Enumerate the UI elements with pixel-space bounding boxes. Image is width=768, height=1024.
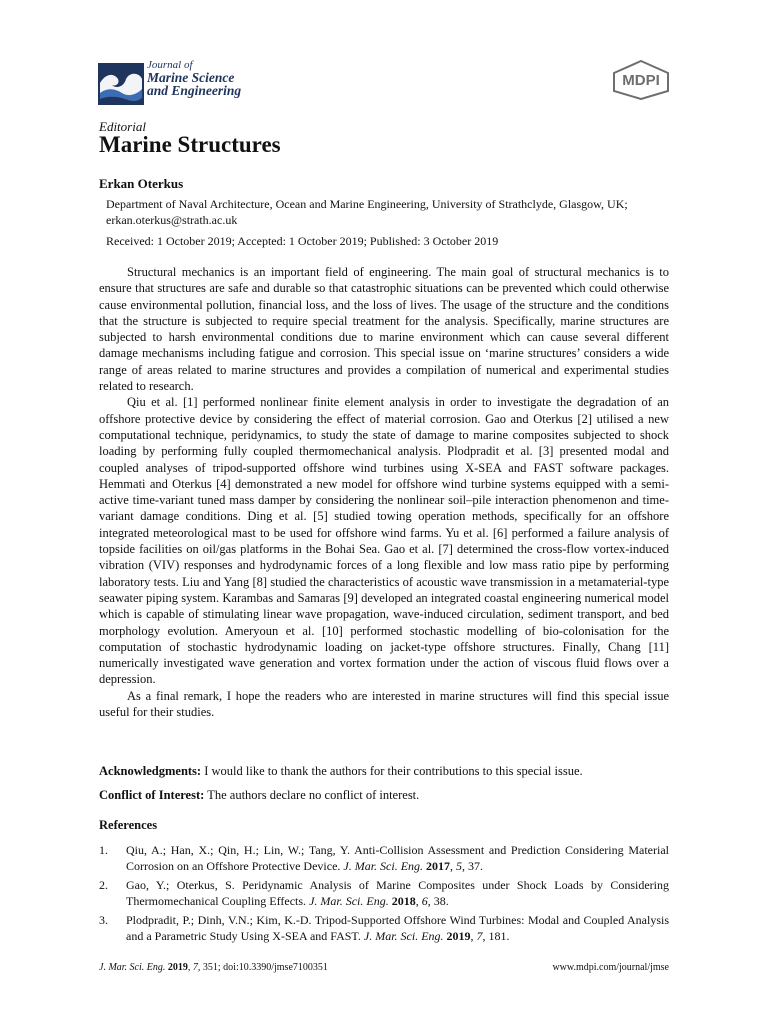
reference-text: Qiu, A.; Han, X.; Qin, H.; Lin, W.; Tang, Y. Anti-Collision Assessment and Prediction Considering Material Corrosion on an Offshore Protective Device. bbox=[126, 843, 669, 873]
body-paragraph: As a final remark, I hope the readers who are interested in marine structures will find this special issue useful for their studies. bbox=[99, 688, 669, 720]
journal-name-line1: Journal of bbox=[147, 59, 193, 71]
conflict-text: The authors declare no conflict of interest. bbox=[204, 788, 420, 802]
reference-journal: J. Mar. Sci. Eng. bbox=[309, 894, 389, 908]
article-body bbox=[99, 264, 669, 720]
reference-volume: 6 bbox=[421, 894, 428, 908]
author-email[interactable]: erkan.oterkus@strath.ac.uk bbox=[106, 213, 238, 227]
article-title: Marine Structures bbox=[99, 132, 281, 157]
reference-year: 2017 bbox=[426, 859, 451, 873]
reference-item: 2. Gao, Y.; Oterkus, S. Peridynamic Analysis of Marine Composites under Shock Loads by Considering Thermomechanical Coupling Effects. J. Mar. Sci. Eng. 2018, 6, 38. bbox=[99, 878, 669, 908]
journal-name bbox=[147, 60, 241, 97]
footer-year: 2019 bbox=[167, 962, 188, 973]
publication-dates: Received: 1 October 2019; Accepted: 1 October 2019; Published: 3 October 2019 bbox=[106, 234, 499, 248]
body-paragraph: Qiu et al. [1] performed nonlinear finite element analysis in order to investigate the degradation of an offshore protective device by considering the effect of material corrosion. Gao and Oterkus [2] utilised a new computational technique, peridynamics, to study the state of damage to marine composites subjected to shock loading by performing fully coupled thermomechanical analysis. Plodpradit et al. [3] presented modal and coupled analyses of tripod-supported offshore wind turbines using X-SEA and FAST software packages. Hemmati and Oterkus [4] demonstrated a new model for offshore wind turbine systems equipped with a semi-active time-variant tuned mass damper by considering the nonlinear soil–pile interaction phenomenon and time-variant damage conditions. Ding et al. [5] studied towing operation methods, specifically for an offshore integrated meteorological mast to be used for offshore wind farms. Yu et al. [6] performed a failure analysis of topside facilities on oil/gas platforms in the Bohai Sea. Gao et al. [7] determined the cross-flow vortex-induced vibration (VIV) responses and hydrodynamic forces of a long flexible and low mass ratio pipe by performing laboratory tests. Liu and Yang [8] studied the characteristics of acoustic wave transmission in a metamaterial-type seawater piping system. Karambas and Samaras [9] developed an integrated coastal engineering numerical model which is capable of stimulating linear wave propagation, wave-induced circulation, sediment transport, and bed morphology evolution. Ameryoun et al. [10] performed stochastic modelling of bio-colonisation for the computation of stochastic hydrodynamic loading on jacket-type offshore structures. Finally, Chang [11] numerically investigated wave generation and vortex formation under the action of viscous fluid flows over a depression. bbox=[99, 395, 669, 687]
reference-item: 3. Plodpradit, P.; Dinh, V.N.; Kim, K.-D. Tripod-Supported Offshore Wind Turbines: Modal and Coupled Analysis and a Parametric Study Using X-SEA and FAST. J. Mar. Sci. Eng. 2019, 7, 181. bbox=[99, 913, 669, 943]
acknowledgments-text: I would like to thank the authors for their contributions to this special issue. bbox=[201, 764, 583, 778]
reference-number: 2. bbox=[99, 878, 108, 892]
journal-name-line2: Marine Science bbox=[147, 70, 235, 85]
author-name: Erkan Oterkus bbox=[99, 176, 184, 191]
wave-logo-icon bbox=[97, 62, 145, 106]
reference-number: 3. bbox=[99, 913, 108, 927]
mdpi-logo bbox=[611, 60, 671, 100]
reference-journal: J. Mar. Sci. Eng. bbox=[363, 929, 444, 943]
reference-text: Plodpradit, P.; Dinh, V.N.; Kim, K.-D. Tripod-Supported Offshore Wind Turbines: Modal and Coupled Analysis and a Parametric Study Using X-SEA and FAST. bbox=[126, 913, 669, 943]
journal-name-line3: and Engineering bbox=[147, 83, 242, 98]
body-paragraph: Structural mechanics is an important field of engineering. The main goal of structural mechanics is to ensure that structures are safe and durable so that catastrophic situations can be prevented which could otherwise cause environmental pollution, financial loss, and the loss of lives. The usage of the structure and the conditions that the structure is subjected to require special treatment for the analysis. Specifically, marine structures are subjected to harsh environmental conditions due to marine environment which can cause several different damage mechanisms including fatigue and corrosion. This special issue on ‘marine structures’ considers a wide range of areas related to marine structures and provides a compilation of numerical and experimental studies related to research. bbox=[99, 265, 669, 394]
journal-logo bbox=[97, 60, 257, 105]
conflict-of-interest bbox=[99, 788, 669, 803]
footer-journal: J. Mar. Sci. Eng. bbox=[99, 962, 166, 973]
reference-number: 1. bbox=[99, 843, 108, 857]
affiliation-text: Department of Naval Architecture, Ocean and Marine Engineering, University of Strathclyde, Glasgow, UK; bbox=[106, 197, 628, 211]
reference-pages: , 181. bbox=[482, 929, 510, 943]
reference-pages: , 38. bbox=[427, 894, 449, 908]
reference-year: 2019 bbox=[446, 929, 471, 943]
footer-doi: , 351; doi:10.3390/jmse7100351 bbox=[197, 962, 328, 973]
reference-volume: 5 bbox=[456, 859, 463, 873]
reference-text: Gao, Y.; Oterkus, S. Peridynamic Analysis of Marine Composites under Shock Loads by Considering Thermomechanical Coupling Effects. bbox=[126, 878, 669, 908]
reference-year: 2018 bbox=[391, 894, 416, 908]
footer-url[interactable]: www.mdpi.com/journal/jmse bbox=[552, 962, 669, 973]
references-list bbox=[99, 842, 669, 947]
reference-pages: , 37. bbox=[462, 859, 484, 873]
reference-journal: J. Mar. Sci. Eng. bbox=[343, 859, 424, 873]
footer-citation bbox=[99, 962, 328, 973]
reference-volume: 7 bbox=[476, 929, 483, 943]
footer-sep: , bbox=[187, 962, 193, 973]
conflict-label: Conflict of Interest: bbox=[99, 788, 205, 802]
mdpi-logo-text: MDPI bbox=[622, 72, 660, 89]
article-type: Editorial bbox=[99, 119, 146, 134]
affiliation bbox=[106, 196, 676, 228]
reference-item: 1. Qiu, A.; Han, X.; Qin, H.; Lin, W.; Tang, Y. Anti-Collision Assessment and Prediction Considering Material Corrosion on an Offshore Protective Device. J. Mar. Sci. Eng. 2017, 5, 37. bbox=[99, 843, 669, 873]
acknowledgments-label: Acknowledgments: bbox=[99, 764, 202, 778]
footer-volume: 7 bbox=[192, 962, 198, 973]
references-heading: References bbox=[99, 818, 158, 832]
acknowledgments bbox=[99, 764, 669, 779]
